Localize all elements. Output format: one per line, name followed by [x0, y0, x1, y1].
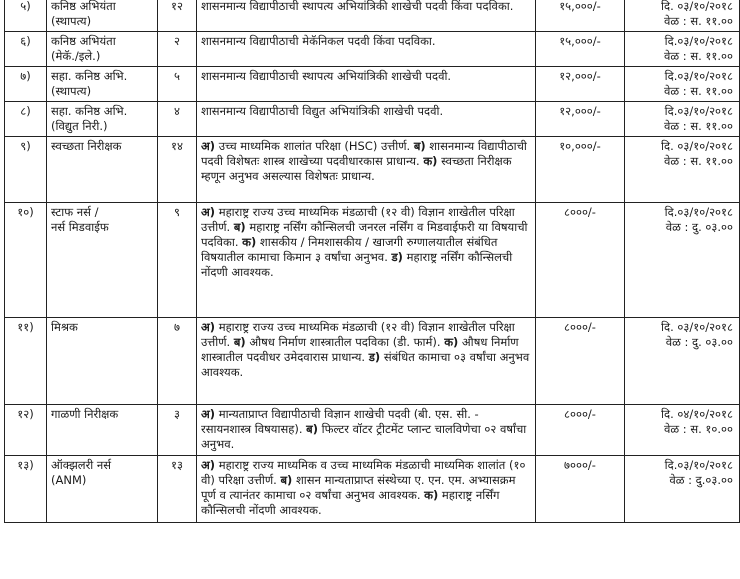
- qualification-text: संबंधित कामाचा ०३ वर्षांचा अनुभव आवश्यक.: [201, 350, 530, 379]
- post-name-cell: [47, 405, 158, 456]
- serial-number-cell: [5, 67, 47, 102]
- vacancy-count-cell: [158, 203, 197, 318]
- qualification-text: शासनमान्य विद्यापीठाची पदवी विशेषतः शास्त्र शाखेच्या पदवीधारकास प्राधान्य.: [201, 139, 527, 168]
- interview-date: दि. ०४/१०/२०१८: [661, 407, 733, 421]
- interview-date: दि. ०३/१०/२०१८: [661, 0, 733, 13]
- serial-number: ५): [20, 0, 31, 13]
- post-name-cell: [47, 137, 158, 203]
- pay-cell: [536, 137, 625, 203]
- qualification-marker: क): [444, 335, 459, 349]
- post-name-line: स्टाफ नर्स /: [51, 205, 99, 219]
- pay-amount: ८०००/-: [564, 320, 596, 334]
- post-name-line: नर्स मिडवाईफ: [51, 220, 109, 234]
- qualification-text: मान्यताप्राप्त विद्यापीठाची विज्ञान शाखेची पदवी (बी. एस. सी. - रसायनशास्त्र विषयासह).: [201, 407, 479, 436]
- interview-time: वेळ : स. ११.००: [664, 119, 733, 133]
- interview-date-cell: [625, 203, 740, 318]
- interview-time: वेळ : दु.०३.००: [669, 473, 733, 487]
- qualification-text: उच्च माध्यमिक शालांत परिक्षा (HSC) उत्तीर्ण.: [215, 139, 414, 153]
- serial-number: १२): [17, 407, 34, 421]
- pay-amount: ८०००/-: [564, 407, 596, 421]
- post-name-line: (स्थापत्य): [51, 84, 92, 98]
- interview-date: दि.०३/१०/२०१८: [664, 34, 733, 48]
- pay-cell: [536, 456, 625, 523]
- interview-date-cell: [625, 405, 740, 456]
- pay-amount: १०,०००/-: [559, 139, 601, 153]
- interview-time: वेळ : स. ११.००: [664, 14, 733, 28]
- post-name-line: कनिष्ठ अभियंता: [51, 34, 116, 48]
- interview-date: दि.०३/१०/२०१८: [664, 104, 733, 118]
- qualification-marker: ड): [368, 350, 381, 364]
- interview-date: दि.०३/१०/२०१८: [664, 205, 733, 219]
- vacancy-count: २: [174, 34, 180, 48]
- table-row: [5, 32, 740, 67]
- vacancy-count: १४: [171, 139, 183, 153]
- qualification-marker: क): [423, 154, 438, 168]
- pay-cell: [536, 32, 625, 67]
- qualification-cell: [197, 405, 536, 456]
- table-row: [5, 67, 740, 102]
- interview-time: वेळ : स. ११.००: [664, 49, 733, 63]
- pay-amount: १५,०००/-: [559, 34, 601, 48]
- qualification-text: महाराष्ट्र नर्सिंग कौन्सिलची नोंदणी आवश्यक.: [201, 250, 513, 279]
- qualification-cell: [197, 318, 536, 405]
- qualification-text: महाराष्ट्र नर्सिंग कौन्सिलची जनरल नर्सिंग व मिडवाईफरी या विषयाची पदविका.: [201, 220, 528, 249]
- post-name-line: सहा. कनिष्ठ अभि.: [51, 104, 128, 118]
- post-name-line: कनिष्ठ अभियंता: [51, 0, 116, 13]
- post-name-cell: [47, 32, 158, 67]
- qualification-text: स्वच्छता निरीक्षक म्हणून अनुभव असल्यास विशेषतः प्राधान्य.: [201, 154, 512, 183]
- qualification-text: महाराष्ट्र नर्सिंग कौन्सिलची नोंदणी आवश्यक.: [201, 488, 500, 517]
- post-name-line: स्वच्छता निरीक्षक: [51, 139, 122, 153]
- post-name-line: (विद्युत निरी.): [51, 119, 108, 133]
- pay-cell: [536, 203, 625, 318]
- post-name-cell: [47, 318, 158, 405]
- interview-date: दि.०३/१०/२०१८: [664, 69, 733, 83]
- qualification-marker: ब): [413, 139, 426, 153]
- pay-amount: १२,०००/-: [559, 69, 601, 83]
- recruitment-table-body: [5, 0, 740, 523]
- qualification-text: शासन मान्यताप्राप्त संस्थेच्या ए. एन. एम. अभ्यासक्रम पूर्ण व त्यानंतर कामाचा ०२ वर्षांचा अनुभव आवश्यक.: [201, 473, 516, 502]
- qualification-cell: [197, 203, 536, 318]
- serial-number: १०): [17, 205, 34, 219]
- qualification-marker: ब): [280, 473, 293, 487]
- qualification-marker: क): [424, 488, 439, 502]
- vacancy-count: ४: [174, 104, 180, 118]
- post-name-cell: [47, 67, 158, 102]
- vacancy-count: १३: [171, 458, 183, 472]
- post-name-line: ऑक्झलरी नर्स: [51, 458, 112, 472]
- serial-number-cell: [5, 0, 47, 32]
- qualification-text: शासनमान्य विद्यापीठाची स्थापत्य अभियांत्रिकी शाखेची पदवी किंवा पदविका.: [201, 0, 514, 13]
- qualification-marker: अ): [201, 205, 216, 219]
- qualification-marker: अ): [201, 407, 216, 421]
- interview-date-cell: [625, 32, 740, 67]
- qualification-text: शासनमान्य विद्यापीठाची मेकॅनिकल पदवी किंवा पदविका.: [201, 34, 436, 48]
- interview-date-cell: [625, 102, 740, 137]
- qualification-cell: [197, 456, 536, 523]
- pay-amount: १२,०००/-: [559, 104, 601, 118]
- serial-number-cell: [5, 137, 47, 203]
- serial-number-cell: [5, 318, 47, 405]
- qualification-cell: [197, 32, 536, 67]
- interview-date-cell: [625, 0, 740, 32]
- pay-cell: [536, 67, 625, 102]
- interview-date-cell: [625, 318, 740, 405]
- pay-amount: ७०००/-: [564, 458, 596, 472]
- qualification-marker: ब): [233, 220, 246, 234]
- serial-number: ७): [20, 69, 31, 83]
- serial-number: ६): [20, 34, 31, 48]
- pay-cell: [536, 102, 625, 137]
- qualification-marker: अ): [201, 320, 216, 334]
- interview-date-cell: [625, 67, 740, 102]
- vacancy-count-cell: [158, 318, 197, 405]
- qualification-cell: [197, 102, 536, 137]
- serial-number-cell: [5, 102, 47, 137]
- table-row: [5, 203, 740, 318]
- table-row: [5, 0, 740, 32]
- qualification-text: महाराष्ट्र राज्य उच्च माध्यमिक मंडळाची (१२ वी) विज्ञान शाखेतील परिक्षा उत्तीर्ण.: [201, 205, 515, 234]
- qualification-text: शासनमान्य विद्यापीठाची स्थापत्य अभियांत्रिकी शाखेची पदवी.: [201, 69, 452, 83]
- serial-number: ९): [20, 139, 31, 153]
- qualification-marker: ड): [391, 250, 403, 264]
- serial-number: ८): [20, 104, 31, 118]
- post-name-line: सहा. कनिष्ठ अभि.: [51, 69, 128, 83]
- qualification-marker: अ): [201, 458, 216, 472]
- qualification-marker: क): [242, 235, 257, 249]
- interview-time: वेळ : स. ११.००: [664, 154, 733, 168]
- post-name-line: मिश्रक: [51, 320, 78, 334]
- vacancy-count-cell: [158, 405, 197, 456]
- table-row: [5, 405, 740, 456]
- serial-number: १३): [17, 458, 34, 472]
- table-row: [5, 456, 740, 523]
- interview-time: वेळ : स. ११.००: [664, 84, 733, 98]
- vacancy-count-cell: [158, 0, 197, 32]
- interview-time: वेळ : स. १०.००: [664, 422, 733, 436]
- post-name-cell: [47, 0, 158, 32]
- pay-cell: [536, 318, 625, 405]
- qualification-cell: [197, 67, 536, 102]
- interview-date: दि. ०३/१०/२०१८: [661, 139, 733, 153]
- vacancy-count: ९: [174, 205, 180, 219]
- vacancy-count-cell: [158, 456, 197, 523]
- recruitment-table: [4, 0, 740, 523]
- table-row: [5, 318, 740, 405]
- table-row: [5, 102, 740, 137]
- vacancy-count: ५: [174, 69, 180, 83]
- interview-date: दि.०३/१०/२०१८: [664, 458, 733, 472]
- interview-date-cell: [625, 456, 740, 523]
- vacancy-count-cell: [158, 67, 197, 102]
- vacancy-count: ७: [174, 320, 180, 334]
- table-row: [5, 137, 740, 203]
- interview-date-cell: [625, 137, 740, 203]
- qualification-text: महाराष्ट्र राज्य उच्च माध्यमिक मंडळाची (१२ वी) विज्ञान शाखेतील परिक्षा उत्तीर्ण.: [201, 320, 515, 349]
- pay-amount: ८०००/-: [564, 205, 596, 219]
- pay-cell: [536, 405, 625, 456]
- serial-number: ११): [17, 320, 34, 334]
- serial-number-cell: [5, 456, 47, 523]
- vacancy-count-cell: [158, 32, 197, 67]
- qualification-marker: ब): [233, 335, 246, 349]
- qualification-marker: अ): [201, 139, 216, 153]
- qualification-text: शासनमान्य विद्यापीठाची विद्युत अभियांत्रिकी शाखेची पदवी.: [201, 104, 444, 118]
- post-name-cell: [47, 203, 158, 318]
- vacancy-count: ३: [174, 407, 180, 421]
- serial-number-cell: [5, 203, 47, 318]
- qualification-text: महाराष्ट्र राज्य माध्यमिक व उच्च माध्यमिक मंडळाची माध्यमिक शालांत (१० वी) परिक्षा उत्तीर्ण.: [201, 458, 526, 487]
- qualification-marker: ब): [306, 422, 318, 436]
- post-name-line: (ANM): [51, 473, 87, 487]
- qualification-cell: [197, 0, 536, 32]
- post-name-line: गाळणी निरीक्षक: [51, 407, 119, 421]
- qualification-text: औषध निर्माण शास्त्रातील पदवीधर उमेदवारास प्राधान्य.: [201, 335, 519, 364]
- interview-time: वेळ : दु. ०३.००: [665, 220, 733, 234]
- qualification-text: शासकीय / निमशासकीय / खाजगी रुग्णालयातील संबंधित विषयातील कामाचा किमान ३ वर्षांचा अनुभव.: [201, 235, 498, 264]
- vacancy-count-cell: [158, 102, 197, 137]
- pay-amount: १५,०००/-: [559, 0, 601, 13]
- serial-number-cell: [5, 32, 47, 67]
- vacancy-count: १२: [171, 0, 183, 13]
- interview-time: वेळ : दु. ०३.००: [665, 335, 733, 349]
- vacancy-count-cell: [158, 137, 197, 203]
- post-name-cell: [47, 456, 158, 523]
- post-name-cell: [47, 102, 158, 137]
- qualification-text: फिल्टर वॉटर ट्रीटमेंट प्लान्ट चालविणेचा ०२ वर्षांचा अनुभव.: [201, 422, 527, 451]
- serial-number-cell: [5, 405, 47, 456]
- interview-date: दि. ०३/१०/२०१८: [661, 320, 733, 334]
- qualification-cell: [197, 137, 536, 203]
- post-name-line: (स्थापत्य): [51, 14, 92, 28]
- post-name-line: (मेकॅ./इले.): [51, 49, 101, 63]
- qualification-text: औषध निर्माण शास्त्रातील पदविका (डी. फार्म).: [245, 335, 445, 349]
- pay-cell: [536, 0, 625, 32]
